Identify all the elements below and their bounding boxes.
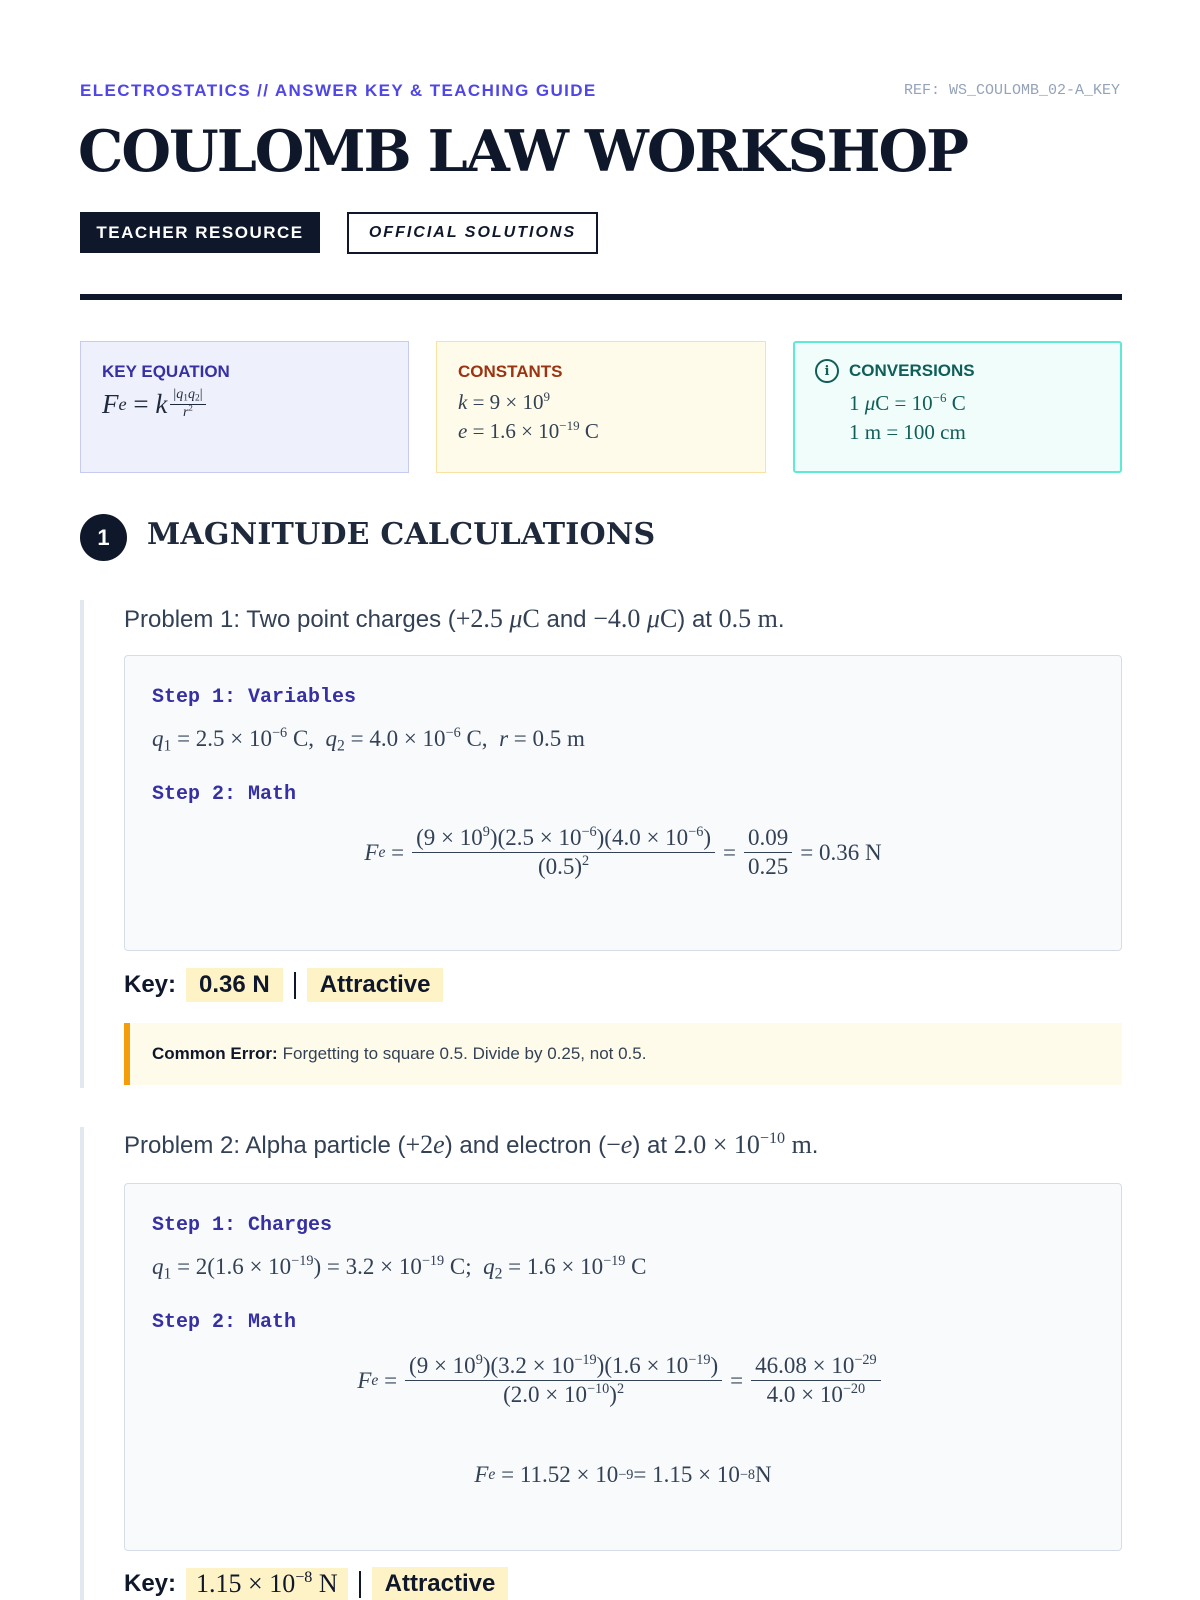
problem-1-solution-box	[124, 655, 1122, 951]
official-solutions-badge: OFFICIAL SOLUTIONS	[347, 212, 598, 254]
page-title: COULOMB LAW WORKSHOP	[78, 118, 968, 185]
answer-force-type: Attractive	[307, 968, 444, 1002]
problem-2-title: Problem 2: Alpha particle (+2e) and electron (−e) at $2.0 \times 10^{-10}$ m.	[124, 1130, 819, 1159]
answer-key-label: Key:	[124, 1570, 177, 1597]
answer-separator	[359, 1571, 361, 1598]
document-kicker: ELECTROSTATICS // ANSWER KEY & TEACHING GUIDE	[80, 81, 597, 100]
problem-1-calculation: F e = $\frac{(9 \times 10^9)(2.5 \times 10^{-6})(4.0 \times 10^{-6})}{(0.5)^2}$ = $\frac{0.09}{0.25}$ = 0.36 N	[364, 824, 882, 880]
common-error-label: Common Error:	[152, 1044, 278, 1063]
conversions-label: CONVERSIONS	[849, 361, 975, 380]
key-equation-card	[80, 341, 409, 473]
info-icon: i	[815, 359, 839, 383]
problem-2-answer-key	[124, 1567, 508, 1600]
section-number-badge: 1	[80, 514, 127, 561]
problem-1-step-2-label: Step 2: Math	[152, 783, 297, 806]
coulomb-formula: F e = k $\frac{|q_1q_2|}{r^2}$	[102, 388, 387, 420]
constants-card	[436, 341, 766, 473]
problem-1-title: Problem 1: Two point charges (+2.5 μC and −4.0 μC) at 0.5 m.	[124, 604, 785, 633]
common-error-text: Forgetting to square 0.5. Divide by 0.25, not 0.5.	[282, 1044, 647, 1063]
problem-2-solution-box	[124, 1183, 1122, 1551]
problem-1-answer-key	[124, 968, 443, 1002]
answer-key-label: Key:	[124, 971, 177, 998]
key-equation-label: KEY EQUATION	[102, 362, 230, 381]
common-error-callout	[124, 1023, 1122, 1085]
conversions-card	[793, 341, 1122, 473]
answer-force-type: Attractive	[372, 1567, 509, 1600]
problem-1-variables: $q_1 = 2.5 \times 10^{-6}$ C, $q_2 = 4.0 \times 10^{-6}$ C, r = 0.5 m	[152, 725, 585, 755]
problem-2-accent-bar	[80, 1127, 84, 1600]
section-title: MAGNITUDE CALCULATIONS	[147, 517, 656, 552]
problem-2-step-2-label: Step 2: Math	[152, 1311, 297, 1334]
reference-code: REF: WS_COULOMB_02-A_KEY	[903, 82, 1120, 99]
problem-2-result: F e = 11.52 × 10 −9 = 1.15 × 10 −8 N	[474, 1462, 772, 1487]
problem-2-charges: $q_1 = 2(1.6 \times 10^{-19}) = 3.2 \times 10^{-19}$ C; $q_2 = 1.6 \times 10^{-19}$ C	[152, 1253, 647, 1283]
teacher-resource-badge: TEACHER RESOURCE	[80, 212, 320, 253]
conversion-meter: 1 m = 100 cm	[849, 420, 966, 444]
problem-2-step-1-label: Step 1: Charges	[152, 1214, 333, 1237]
problem-1-step-1-label: Step 1: Variables	[152, 686, 357, 709]
problem-2-calculation: F e = $\frac{(9 \times 10^9)(3.2 \times 10^{-19})(1.6 \times 10^{-19})}{(2.0 \times 10^{-10})^2}$ = $\frac{46.08 \times 10^{-29}}{4.0 \times 10^{-20}}$	[125, 1352, 1121, 1409]
constant-e: $e = 1.6 \times 10^{-19}$ C	[458, 417, 599, 443]
constant-k: $k = 9 \times 10^9$	[458, 388, 551, 414]
answer-value: $1.15 \times 10^{-8}$ N	[186, 1568, 348, 1600]
problem-1-accent-bar	[80, 600, 84, 1088]
conversion-microcoulomb: 1 $\mu C = 10^{-6}$ C	[849, 389, 966, 415]
constants-label: CONSTANTS	[458, 362, 563, 381]
answer-separator	[294, 972, 296, 999]
header-divider	[80, 294, 1122, 300]
answer-value: 0.36 N	[186, 968, 283, 1002]
